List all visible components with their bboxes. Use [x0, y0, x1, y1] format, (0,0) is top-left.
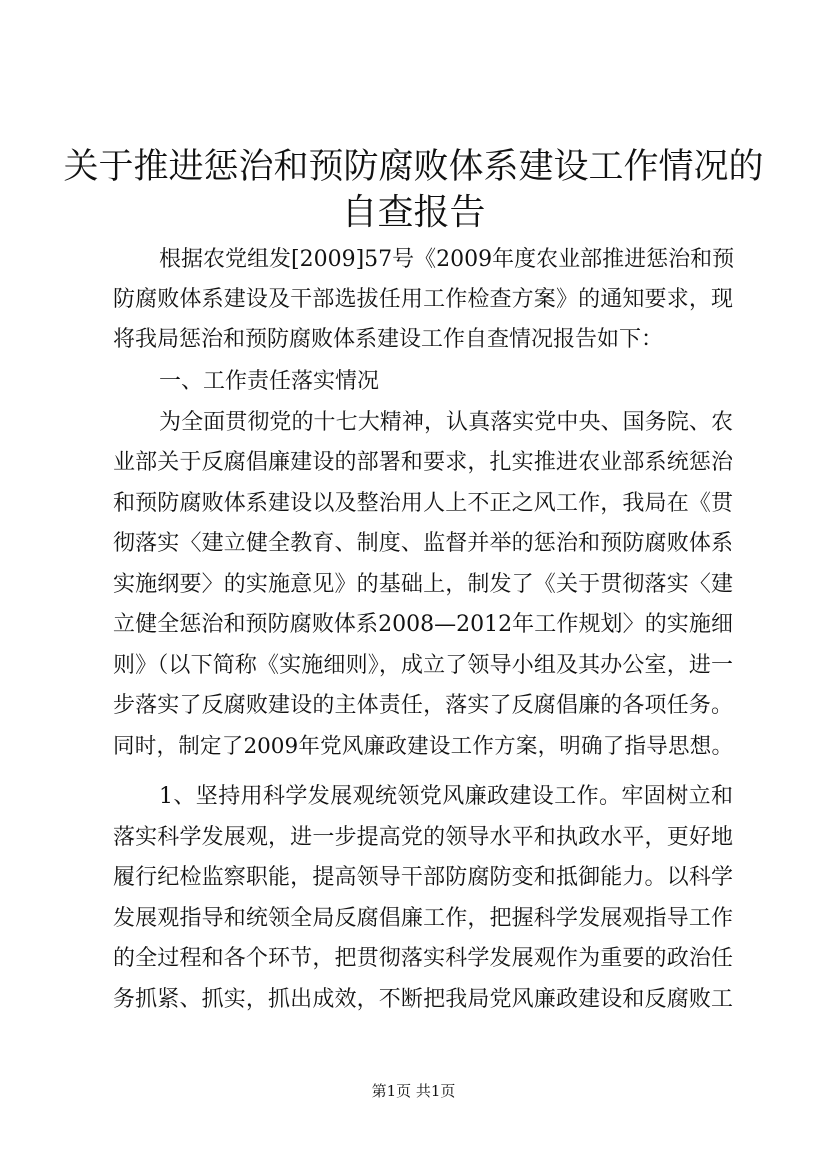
body-line: 根据农党组发[2009]57号《2009年度农业部推进惩治和预 — [159, 247, 735, 272]
body-line: 立健全惩治和预防腐败体系2008—2012年工作规划〉的实施细 — [113, 612, 733, 637]
body-line: 步落实了反腐败建设的主体责任，落实了反腐倡廉的各项任务。 — [113, 693, 733, 718]
body-line: 将我局惩治和预防腐败体系建设工作自查情况报告如下： — [113, 327, 664, 352]
body-line: 同时，制定了2009年党风廉政建设工作方案，明确了指导思想。 — [113, 734, 733, 759]
body-line: 务抓紧、抓实，抓出成效，不断把我局党风廉政建设和反腐败工 — [113, 987, 733, 1012]
body-line: 落实科学发展观，进一步提高党的领导水平和执政水平，更好地 — [113, 825, 733, 850]
body-line: 和预防腐败体系建设以及整治用人上不正之风工作，我局在《贯 — [113, 491, 733, 516]
section-heading: 一、工作责任落实情况 — [159, 369, 380, 394]
body-line: 履行纪检监察职能，提高领导干部防腐防变和抵御能力。以科学 — [113, 865, 733, 890]
document-title-line-2: 自查报告 — [341, 192, 486, 233]
body-line: 则》（以下简称《实施细则》，成立了领导小组及其办公室，进一 — [113, 653, 733, 678]
body-line: 彻落实〈建立健全教育、制度、监督并举的惩治和预防腐败体系 — [113, 531, 733, 556]
page-footer: 第1页 共1页 — [371, 1082, 456, 1100]
body-line: 实施纲要〉的实施意见》的基础上，制发了《关于贯彻落实〈建 — [113, 572, 733, 597]
body-line: 的全过程和各个环节，把贯彻落实科学发展观作为重要的政治任 — [113, 946, 733, 971]
body-line: 为全面贯彻党的十七大精神，认真落实党中央、国务院、农 — [159, 410, 733, 435]
body-line: 业部关于反腐倡廉建设的部署和要求，扎实推进农业部系统惩治 — [113, 450, 733, 475]
body-line: 1、坚持用科学发展观统领党风廉政建设工作。牢固树立和 — [159, 784, 733, 809]
document-title-line-1: 关于推进惩治和预防腐败体系建设工作情况的 — [63, 147, 764, 187]
body-line: 发展观指导和统领全局反腐倡廉工作，把握科学发展观指导工作 — [113, 906, 733, 931]
body-line: 防腐败体系建设及干部选拔任用工作检查方案》的通知要求，现 — [113, 287, 733, 312]
